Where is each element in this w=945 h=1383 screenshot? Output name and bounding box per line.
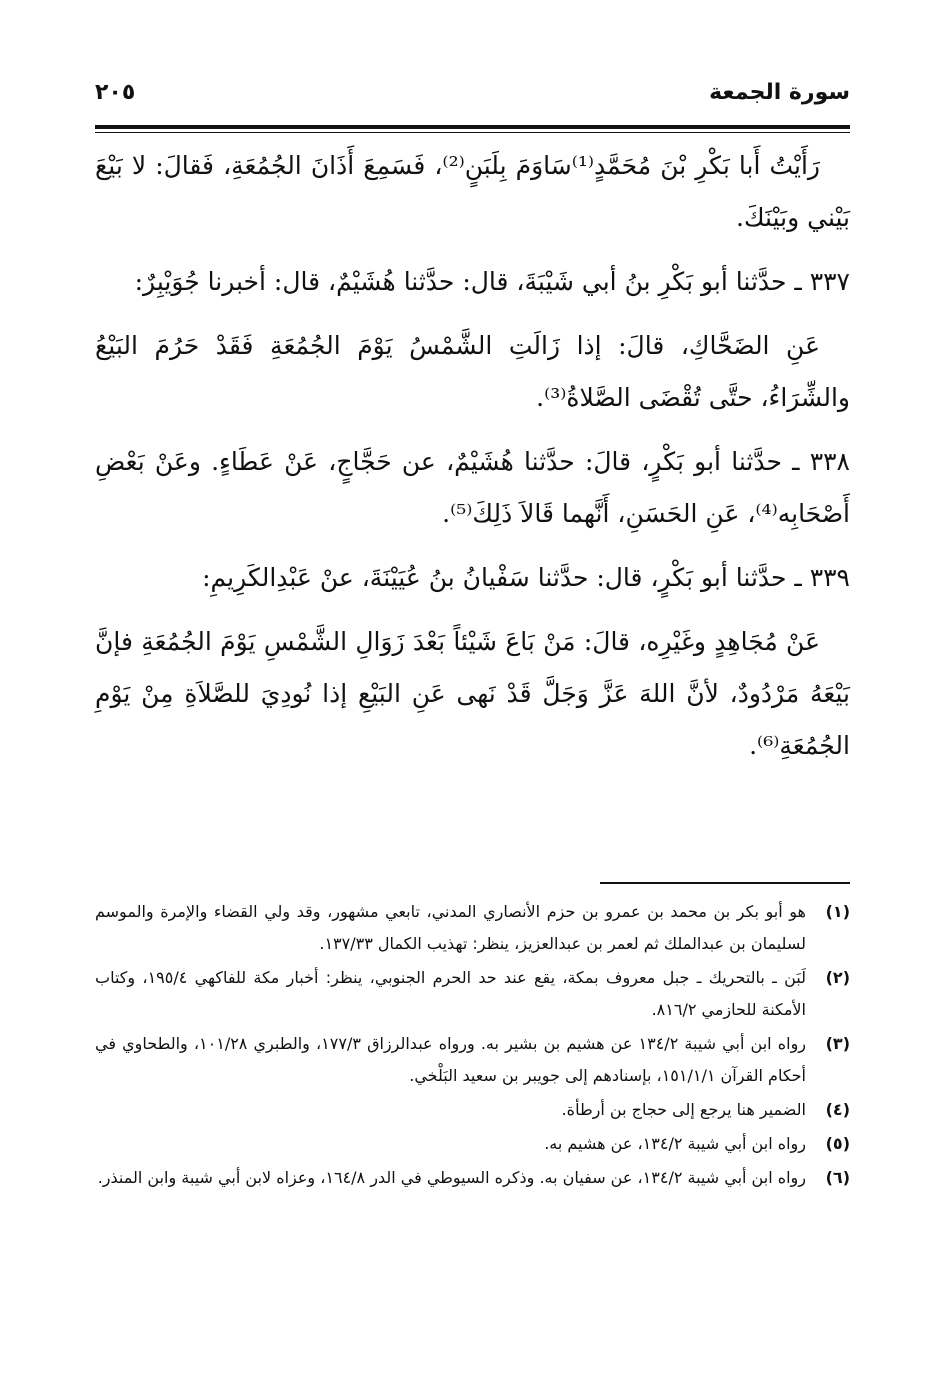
hadith-337-matn: عَنِ الضَحَّاكِ، قالَ: إذا زَالَتِ الشَّمْسُ يَوْمَ الجُمُعَةِ فَقَدْ حَرُمَ البَيْعُ والشِّرَاءُ، حتَّى تُقْضَى الصَّلاةُ⁽³⁾.	[95, 331, 850, 412]
main-text	[95, 140, 850, 784]
footnote-item	[95, 1094, 850, 1126]
header-rule-thick	[95, 125, 850, 129]
hadith-338: ٣٣٨ ـ حدَّثنا أبو بَكْرٍ، قالَ: حدَّثنا هُشَيْمٌ، عن حَجَّاجٍ، عَنْ عَطَاءٍ. وعَنْ بَعْضِ أَصْحَابِه⁽⁴⁾، عَنِ الحَسَنِ، أَنَّهما قَالاَ ذَلِكَ⁽⁵⁾.	[95, 447, 850, 528]
hadith-339-matn: عَنْ مُجَاهِدٍ وغَيْرِه، قالَ: مَنْ بَاعَ شَيْئاً بَعْدَ زَوَالِ الشَّمْسِ يَوْمَ الجُمُعَةِ فإنَّ بَيْعَهُ مَرْدُودٌ، لأنَّ اللهَ عَزَّ وَجَلَّ قَدْ نَهى عَنِ البَيْعِ إذا نُودِيَ للصَّلاَةِ مِنْ يَوْمِ الجُمُعَةِ⁽⁶⁾.	[95, 627, 850, 760]
hadith-339-isnad: ٣٣٩ ـ حدَّثنا أبو بَكْرٍ، قال: حدَّثنا سَفْيانُ بنُ عُيَيْنَةَ، عنْ عَبْدِالكَرِيمِ:	[202, 563, 850, 592]
footnote-separator	[600, 882, 850, 884]
surah-title: سورة الجمعة	[709, 80, 850, 105]
page-header	[95, 76, 850, 116]
footnote-item	[95, 1128, 850, 1160]
footnotes	[95, 896, 850, 1196]
header-rule-thin	[95, 132, 850, 133]
paragraph-opening: رَأَيْتُ أَبا بَكْرِ بْنَ مُحَمَّدٍ⁽¹⁾سَاوَمَ بِلَبَنٍ⁽²⁾، فَسَمِعَ أَذَانَ الجُمُعَةِ، فَقالَ: لا بَيْعَ بَيْني وبَيْنَكَ.	[95, 151, 850, 232]
footnote-text: هو أبو بكر بن محمد بن عمرو بن حزم الأنصاري المدني، تابعي مشهور، وقد ولي القضاء والإمرة والموسم لسليمان بن عبدالملك ثم لعمر بن عبدالعزيز، ينظر: تهذيب الكمال ١٣٧/٣٣.	[95, 902, 806, 953]
footnote-text: رواه ابن أبي شيبة ١٣٤/٢، عن سفيان به. وذكره السيوطي في الدر ١٦٤/٨، وعزاه لابن أبي شيبة وابن المنذر.	[97, 1168, 806, 1187]
footnote-item	[95, 1162, 850, 1194]
footnote-mark: (٦)	[825, 1168, 850, 1187]
footnote-text: لَبَن ـ بالتحريك ـ جبل معروف بمكة، يقع عند حد الحرم الجنوبي، ينظر: أخبار مكة للفاكهي ١٩٥/٤، وكتاب الأمكنة للحازمي ٨١٦/٢.	[95, 968, 807, 1019]
footnote-item	[95, 896, 850, 960]
footnote-item	[95, 962, 850, 1026]
footnote-text: رواه ابن أبي شيبة ١٣٤/٢ عن هشيم بن بشير به. ورواه عبدالرزاق ١٧٧/٣، والطبري ١٠١/٢٨، والطحاوي في أحكام القرآن ١٥١/١/١، بإسنادهم إلى جويبر بن سعيد البَلْخي.	[95, 1034, 807, 1085]
footnote-item	[95, 1028, 850, 1092]
footnote-mark: (٢)	[825, 968, 850, 987]
footnote-mark: (٤)	[825, 1100, 850, 1119]
footnote-text: رواه ابن أبي شيبة ١٣٤/٢، عن هشيم به.	[544, 1134, 806, 1153]
footnote-mark: (١)	[825, 902, 850, 921]
page-number: ٢٠٥	[95, 80, 136, 105]
footnote-mark: (٣)	[825, 1034, 850, 1053]
hadith-337-isnad: ٣٣٧ ـ حدَّثنا أبو بَكْرِ بنُ أبي شَيْبَةَ، قال: حدَّثنا هُشَيْمٌ، قال: أخبرنا جُوَيْبِرٌ:	[134, 267, 850, 296]
footnote-text: الضمير هنا يرجع إلى حجاج بن أرطأة.	[561, 1100, 806, 1119]
footnote-mark: (٥)	[825, 1134, 850, 1153]
